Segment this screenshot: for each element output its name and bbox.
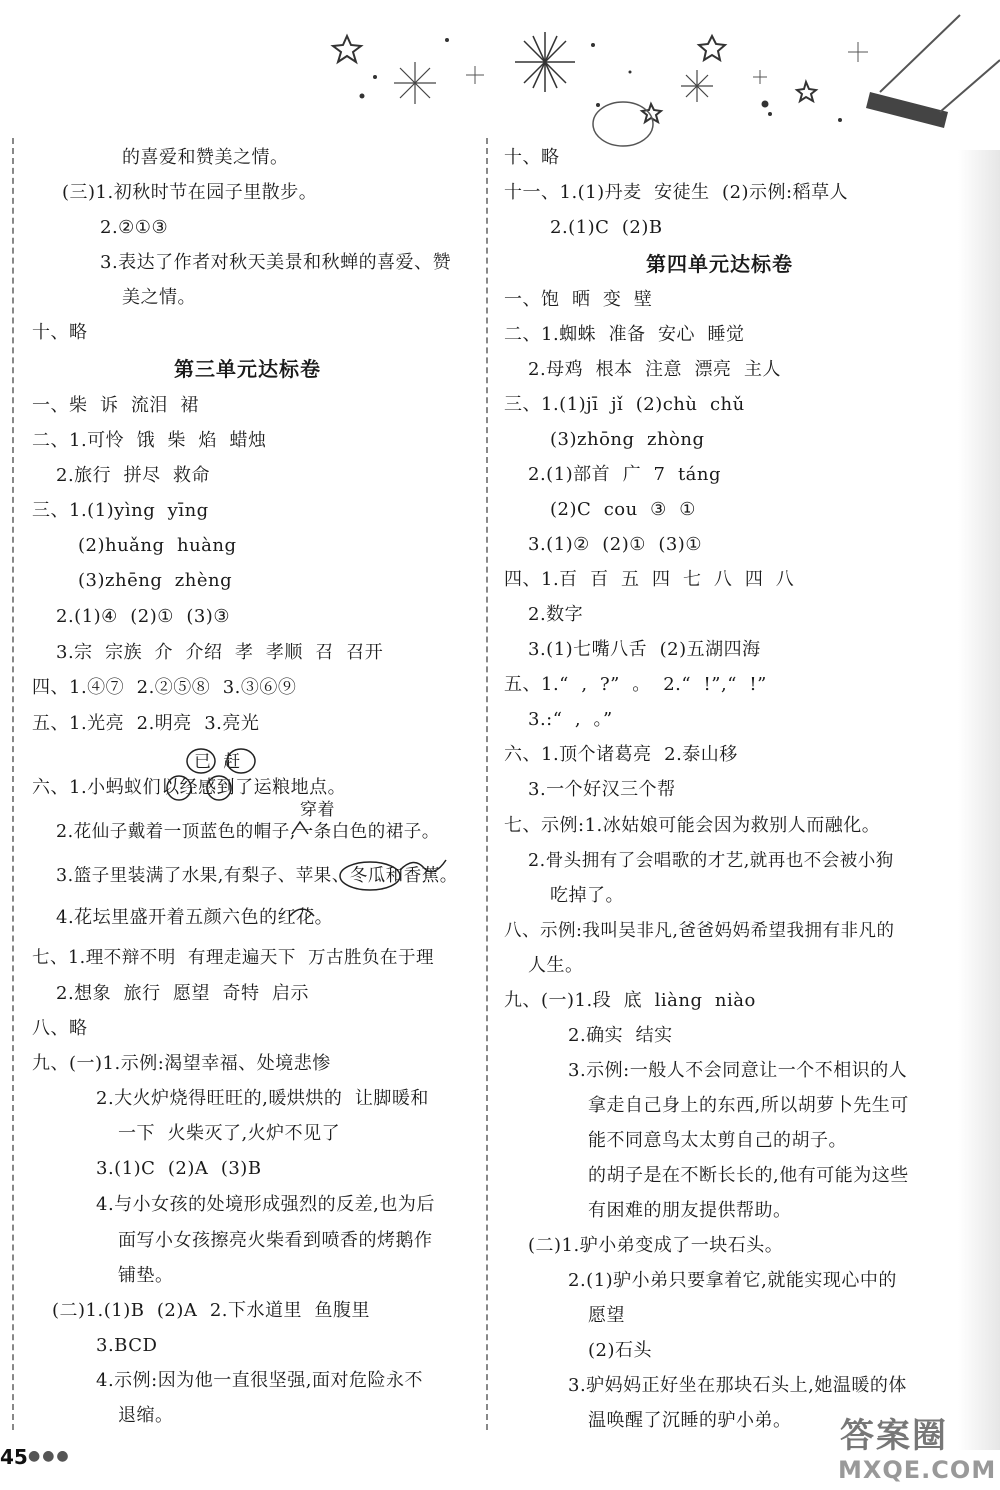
answer-line: 一、柴 诉 流泪 裙 (32, 395, 199, 416)
answer-line: 3.一个好汉三个帮 (528, 779, 676, 800)
answer-line: 铺垫。 (118, 1265, 174, 1286)
answer-line: (2)石头 (588, 1340, 652, 1361)
correction-mark: 已 赶 (194, 752, 241, 772)
answer-line: 十一、1.(1)丹麦 安徒生 (2)示例:稻草人 (504, 182, 849, 203)
page-number: 45 (0, 1445, 28, 1469)
firework-icon (681, 70, 713, 102)
answer-line: 八、示例:我叫吴非凡,爸爸妈妈希望我拥有非凡的 (504, 921, 895, 941)
right-column (486, 138, 958, 1430)
answer-line: 2.(1)C (2)B (550, 217, 663, 238)
answer-line: 拿走自己身上的东西,所以胡萝卜先生可 (588, 1095, 909, 1116)
answer-line: 四、1.④⑦ 2.②⑤⑧ 3.③⑥⑨ (32, 677, 297, 698)
answer-line: 2.旅行 拼尽 救命 (56, 465, 211, 486)
answer-line: 十、略 (504, 147, 560, 168)
answer-line: 2.(1)驴小弟只要拿着它,就能实现心中的 (568, 1270, 897, 1291)
answer-line: 2.(1)部首 广 7 táng (528, 464, 722, 485)
star-icon (699, 36, 725, 60)
answer-line: 4.与小女孩的处境形成强烈的反差,也为后 (96, 1194, 435, 1215)
answer-line: 人生。 (528, 955, 584, 976)
answer-line: 2.数字 (528, 604, 584, 625)
answer-line: 3.篮子里装满了水果,有梨子、苹果、冬瓜和香蕉。 (56, 866, 458, 886)
answer-line: 退缩。 (118, 1405, 174, 1426)
answer-line: 4.花坛里盛开着五颜六色的红花。 (56, 907, 334, 928)
answer-line: (2)huǎng huàng (78, 535, 237, 556)
answer-line: 2.母鸡 根本 注意 漂亮 主人 (528, 359, 781, 380)
answer-line: 五、1.“ , ?” 。 2.“ !”,“ !” (504, 674, 767, 695)
answer-line: 3.表达了作者对秋天美景和秋蝉的喜爱、赞 (100, 252, 452, 273)
watermark (800, 1408, 1000, 1490)
page-dots: ●●● (28, 1448, 71, 1464)
header-decoration (0, 0, 1000, 150)
answer-line: (三)1.初秋时节在园子里散步。 (62, 182, 318, 203)
answer-line: (3)zhēng zhèng (78, 570, 233, 591)
answer-line: 八、略 (32, 1018, 88, 1039)
answer-line: 面写小女孩擦亮火柴看到喷香的烤鹅作 (118, 1230, 433, 1251)
star-icon (642, 104, 661, 122)
answer-line: 七、示例:1.冰姑娘可能会因为救别人而融化。 (504, 815, 881, 836)
answer-line: 一下 火柴灭了,火炉不见了 (118, 1123, 341, 1144)
star-icon (333, 36, 361, 62)
section-title: 第三单元达标卷 (174, 357, 321, 381)
answer-line: 能不同意鸟太太剪自己的胡子。 (588, 1130, 847, 1151)
answer-line: 十、略 (32, 322, 88, 343)
answer-line: 吃掉了。 (550, 885, 624, 906)
answer-line: 有困难的朋友提供帮助。 (588, 1200, 792, 1221)
answer-line: 二、1.蜘蛛 准备 安心 睡觉 (504, 324, 745, 345)
answer-line: 二、1.可怜 饿 柴 焰 蜡烛 (32, 430, 267, 451)
star-icon (797, 82, 816, 101)
left-column (12, 138, 474, 1430)
answer-line: (二)1.驴小弟变成了一块石头。 (528, 1235, 784, 1256)
answer-line: 九、(一)1.示例:渴望幸福、处境悲惨 (32, 1053, 331, 1074)
answer-line: 六、1.顶个诸葛亮 2.泰山移 (504, 744, 738, 765)
answer-line: 2.②①③ (100, 217, 169, 238)
answer-line: 九、(一)1.段 底 liàng niào (504, 990, 756, 1011)
answer-line: 三、1.(1)jī jǐ (2)chù chǔ (504, 394, 745, 415)
answer-line: 3.BCD (96, 1335, 158, 1356)
answer-line: 六、1.小蚂蚁们以经感到了运粮地点。 (32, 777, 347, 798)
answer-line: (3)zhōng zhòng (550, 429, 705, 450)
answer-line: 2.想象 旅行 愿望 奇特 启示 (56, 983, 309, 1004)
watermark-title: 答案圈 (840, 1416, 948, 1456)
answer-line: 3.:“ , 。” (528, 709, 613, 730)
answer-line: 一、饱 晒 变 壁 (504, 289, 653, 310)
swing-icon (866, 92, 948, 128)
firework-icon (515, 32, 575, 92)
answer-line: 的胡子是在不断长长的,他有可能为这些 (588, 1165, 909, 1186)
answer-line: 的喜爱和赞美之情。 (122, 147, 289, 168)
firework-icon (394, 62, 436, 104)
answer-line: 2.花仙子戴着一顶蓝色的帽子,一条白色的裙子。 (56, 822, 440, 842)
answer-line: 三、1.(1)yìng yīng (32, 500, 209, 521)
answer-line: 2.骨头拥有了会唱歌的才艺,就再也不会被小狗 (528, 851, 894, 871)
answer-line: 3.宗 宗族 介 介绍 孝 孝顺 召 召开 (56, 642, 384, 663)
answer-line: 美之情。 (122, 287, 196, 308)
page-edge-shadow (958, 150, 1000, 1450)
answer-line: 3.驴妈妈正好坐在那块石头上,她温暖的体 (568, 1375, 907, 1396)
answer-line: 五、1.光亮 2.明亮 3.亮光 (32, 713, 260, 734)
answer-line: 3.(1)C (2)A (3)B (96, 1158, 262, 1179)
answer-line: 2.确实 结实 (568, 1025, 673, 1046)
sparkle-icon (466, 42, 868, 84)
answer-line: (2)C cou ③ ① (550, 499, 696, 520)
answer-line: (二)1.(1)B (2)A 2.下水道里 鱼腹里 (52, 1300, 370, 1321)
answer-line: 四、1.百 百 五 四 七 八 四 八 (504, 569, 795, 590)
section-title: 第四单元达标卷 (646, 252, 793, 276)
answer-line: 2.大火炉烧得旺旺的,暖烘烘的 让脚暖和 (96, 1088, 429, 1109)
answer-line: 温唤醒了沉睡的驴小弟。 (588, 1410, 792, 1431)
answer-line: 3.(1)七嘴八舌 (2)五湖四海 (528, 639, 761, 660)
watermark-url: MXQE.COM (838, 1456, 997, 1484)
correction-mark: 穿着 (300, 800, 335, 820)
answer-line: 愿望 (588, 1305, 625, 1326)
answer-line: 2.(1)④ (2)① (3)③ (56, 606, 230, 627)
answer-line: 3.(1)② (2)① (3)① (528, 534, 702, 555)
answer-line: 4.示例:因为他一直很坚强,面对危险永不 (96, 1370, 423, 1391)
answer-line: 3.示例:一般人不会同意让一个不相识的人 (568, 1060, 908, 1081)
correction-circles (14, 138, 474, 1430)
answer-line: 七、1.理不辩不明 有理走遍天下 万古胜负在于理 (32, 948, 434, 968)
